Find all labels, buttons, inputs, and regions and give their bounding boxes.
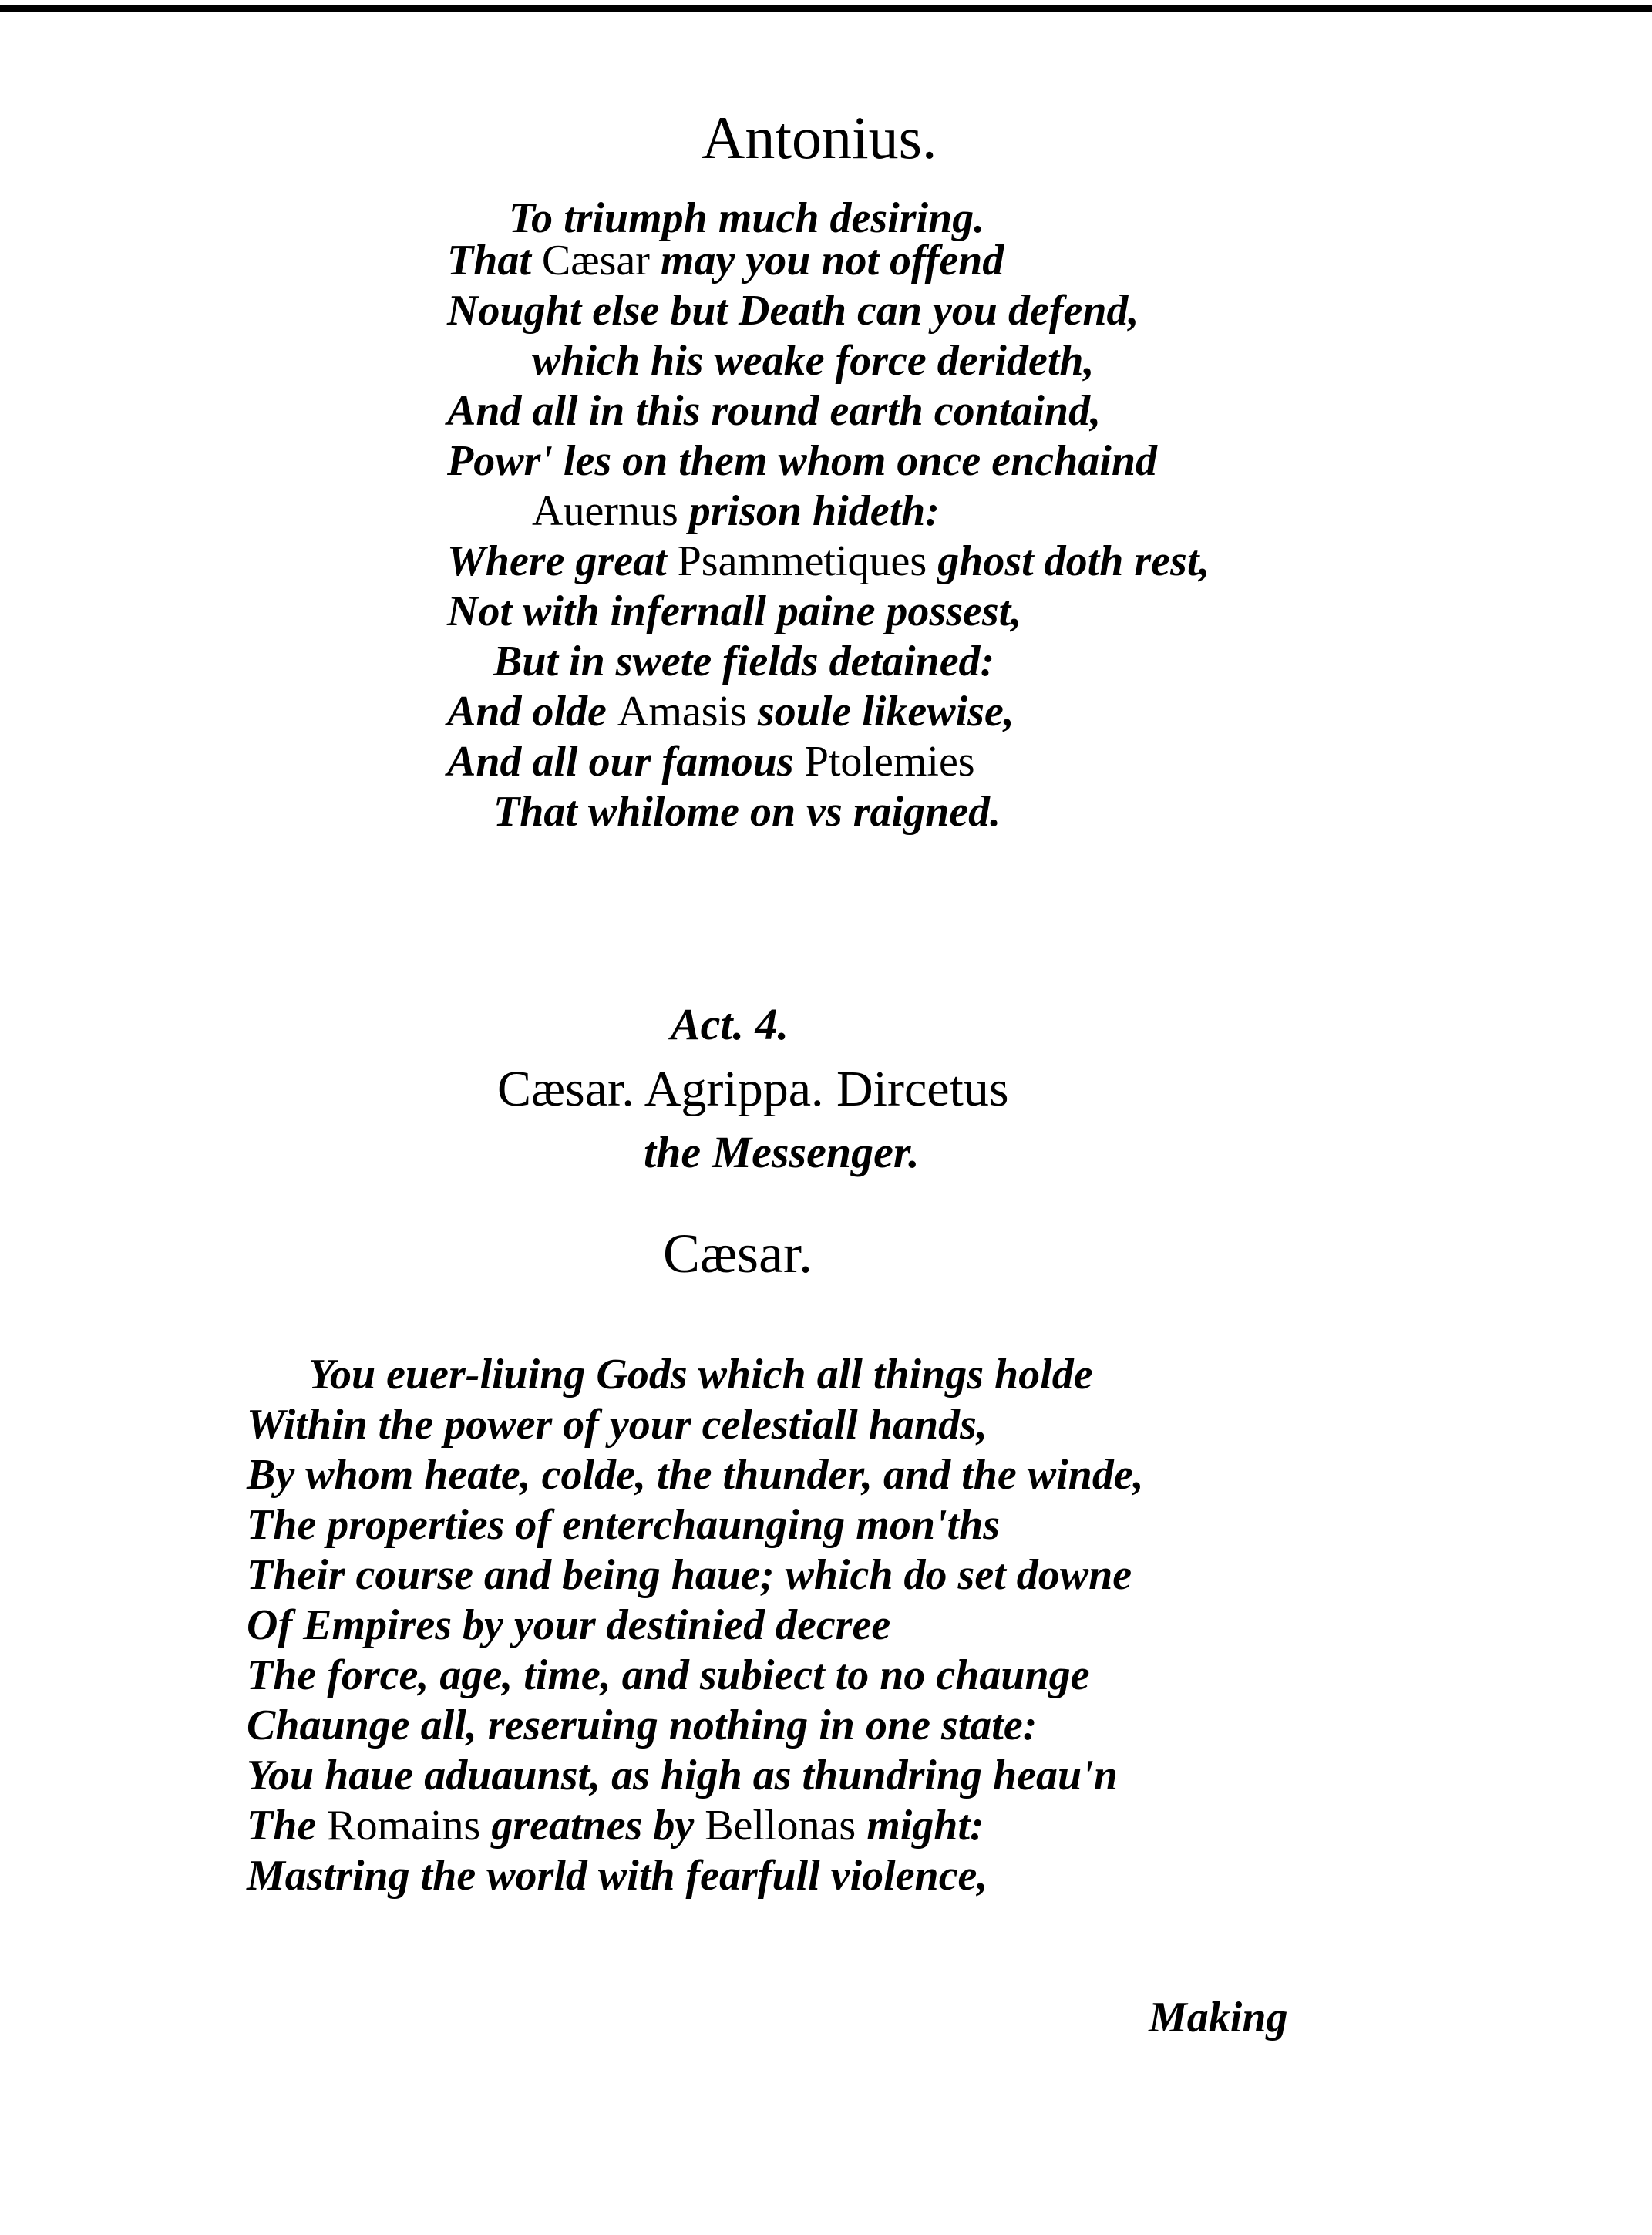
antonius-verse-line bbox=[447, 690, 1014, 733]
verse-text: Chaunge all, reseruing nothing in one state: bbox=[247, 1701, 1038, 1749]
antonius-verse-line bbox=[447, 537, 1210, 585]
caesar-verse-line bbox=[247, 1401, 987, 1449]
caesar-verse-line bbox=[247, 1451, 1144, 1499]
verse-text: You euer-liuing Gods which all things holde bbox=[308, 1351, 1093, 1399]
antonius-verse-line bbox=[532, 337, 1095, 385]
caesar-verse-line bbox=[247, 1601, 891, 1649]
caesar-verse-line bbox=[308, 1351, 1093, 1399]
antonius-verse-line bbox=[532, 487, 940, 535]
verse-text: ghost doth rest, bbox=[937, 537, 1210, 585]
verse-text: Auernus bbox=[532, 487, 689, 535]
verse-text: The properties of enterchaunging mon'ths bbox=[247, 1501, 1001, 1549]
caesar-verse-line bbox=[247, 1553, 1132, 1597]
caesar-verse-line bbox=[247, 1503, 1000, 1547]
verse-text: And all our famous bbox=[447, 738, 805, 786]
speaker-antonius: Antonius. bbox=[702, 104, 937, 171]
act-characters-line2: the Messenger. bbox=[644, 1127, 920, 1177]
verse-text: Within the power of your celestiall hands, bbox=[247, 1401, 987, 1449]
antonius-verse-line bbox=[447, 239, 1004, 282]
verse-text: may you not offend bbox=[660, 237, 1004, 284]
verse-text: That whilome on vs raigned. bbox=[493, 788, 1001, 836]
verse-text: Ptolemies bbox=[804, 738, 975, 786]
verse-text: prison hideth: bbox=[688, 487, 940, 535]
verse-text: The bbox=[247, 1802, 328, 1850]
caesar-verse-line bbox=[247, 1651, 1090, 1699]
antonius-verse-line bbox=[493, 788, 1001, 836]
caesar-verse-line bbox=[247, 1701, 1038, 1749]
verse-text: But in swete fields detained: bbox=[493, 638, 995, 685]
antonius-verse-line bbox=[447, 587, 1022, 635]
verse-text: Cæsar bbox=[541, 237, 661, 284]
caesar-verse-line bbox=[247, 1754, 1118, 1797]
verse-text: And all in this round earth containd, bbox=[447, 387, 1102, 435]
verse-text: which his weake force derideth, bbox=[532, 337, 1095, 385]
verse-text: You haue aduaunst, as high as thundring heau'n bbox=[247, 1752, 1118, 1799]
act-characters: Cæsar. Agrippa. Dircetus bbox=[497, 1061, 1009, 1117]
verse-text: Mastring the world with fearfull violence, bbox=[247, 1852, 988, 1900]
page-top-rule bbox=[0, 5, 1652, 12]
speaker-caesar: Cæsar. bbox=[663, 1223, 813, 1284]
caesar-verse-line bbox=[247, 1802, 984, 1850]
verse-text: By whom heate, colde, the thunder, and the winde, bbox=[247, 1451, 1144, 1499]
verse-text: greatnes by bbox=[491, 1802, 705, 1850]
verse-text: Their course and being haue; which do set downe bbox=[247, 1551, 1132, 1599]
verse-text: soule likewise, bbox=[757, 688, 1014, 735]
catchword: Making bbox=[1149, 1994, 1288, 2041]
verse-text: To triumph much desiring. bbox=[509, 194, 985, 242]
verse-text: And olde bbox=[447, 688, 617, 735]
antonius-verse-line bbox=[447, 389, 1101, 433]
verse-text: Nought else but Death can you defend, bbox=[447, 287, 1139, 335]
antonius-verse-line bbox=[447, 738, 975, 786]
caesar-verse-line bbox=[247, 1852, 988, 1900]
antonius-verse-line bbox=[447, 439, 1157, 483]
verse-text: Where great bbox=[447, 537, 678, 585]
verse-text: might: bbox=[866, 1802, 984, 1850]
verse-text: Amasis bbox=[617, 688, 758, 735]
act-title: Act. 4. bbox=[671, 999, 789, 1049]
antonius-verse-line bbox=[493, 640, 994, 683]
antonius-verse-line bbox=[509, 194, 985, 242]
antonius-verse-line bbox=[447, 287, 1139, 335]
verse-text: Of Empires by your destinied decree bbox=[247, 1601, 891, 1649]
verse-text: Psammetiques bbox=[677, 537, 938, 585]
verse-text: Bellonas bbox=[705, 1802, 867, 1850]
verse-text: That bbox=[447, 237, 542, 284]
verse-text: Powr' les on them whom once enchaind bbox=[447, 437, 1157, 485]
verse-text: Romains bbox=[327, 1802, 492, 1850]
verse-text: Not with infernall paine possest, bbox=[447, 587, 1022, 635]
verse-text: The force, age, time, and subiect to no chaunge bbox=[247, 1651, 1090, 1699]
